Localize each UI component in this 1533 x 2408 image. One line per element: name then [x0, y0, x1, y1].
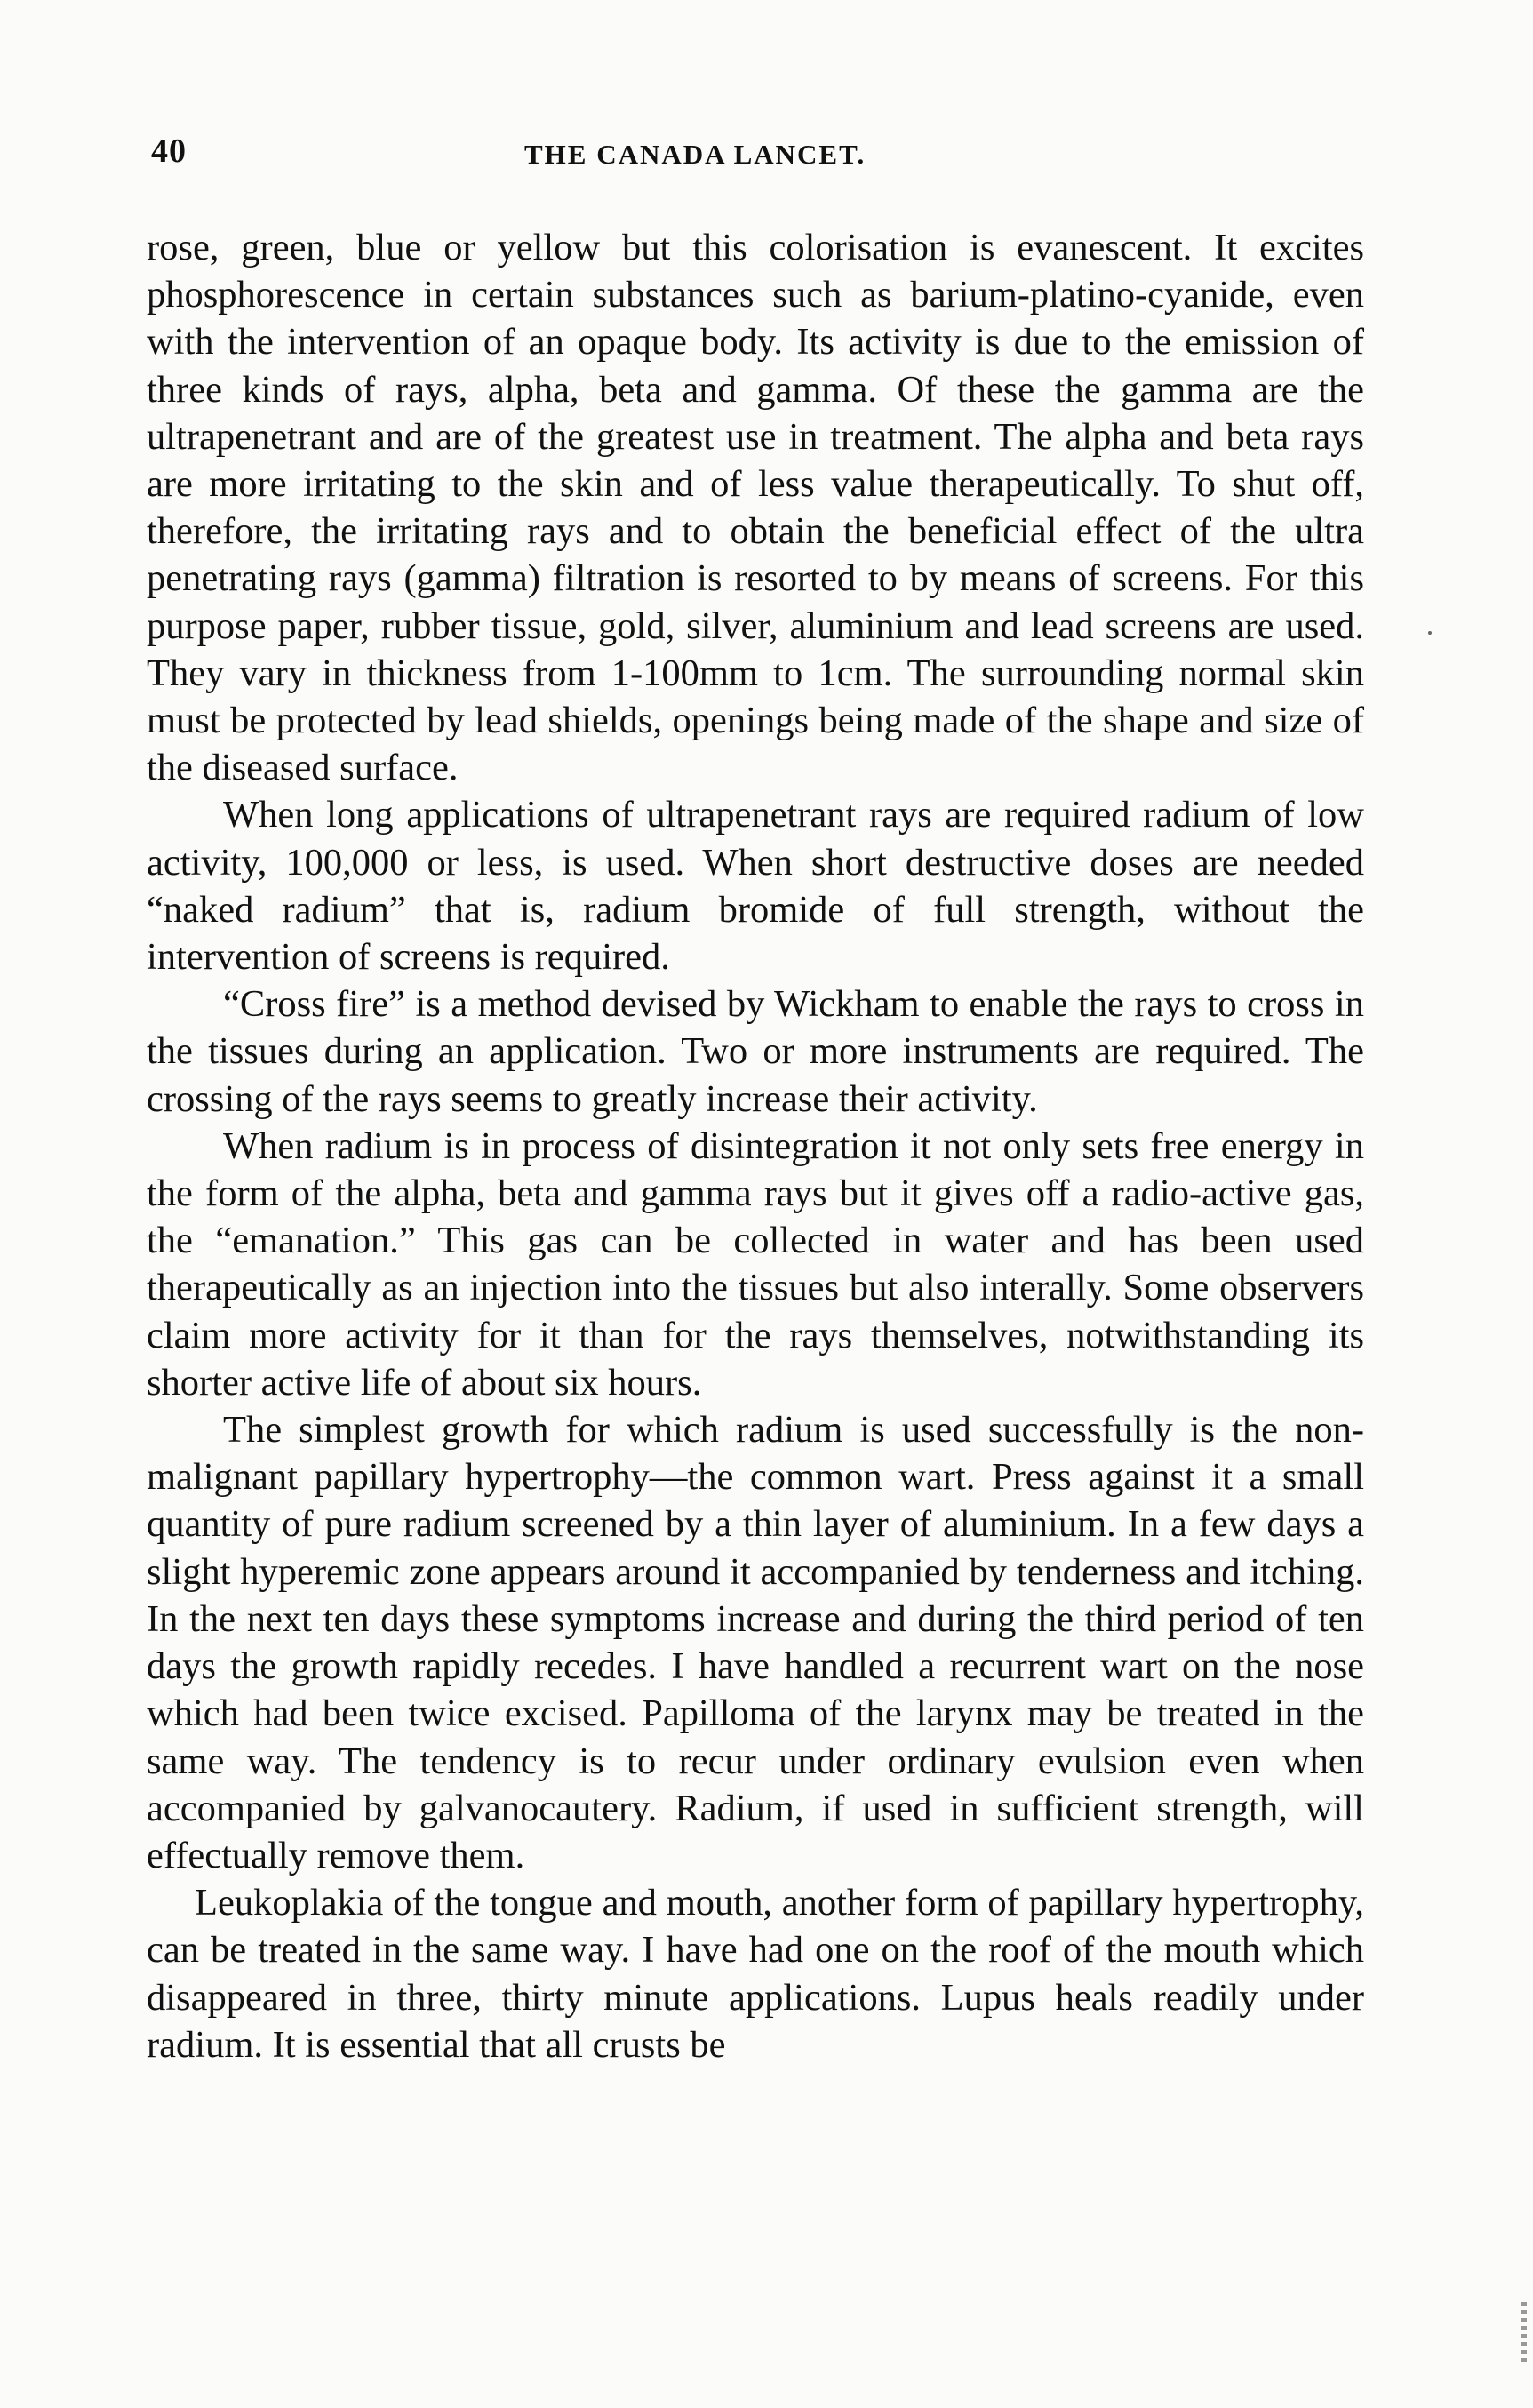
paragraph-1: rose, green, blue or yellow but this colorisation is evanescent. It excites phosphorescence in certain substances such as barium-platino-cyanide, even with the intervention of an opaque body. Its activity is due to the emission of three kinds of rays, alpha, beta and gamma. Of these the gamma are the ultrapenetrant and are of the greatest use in treatment. The alpha and beta rays are more irritating to the skin and of less value therapeutically. To shut off, therefore, the irritating rays and to obtain the beneficial effect of the ultra penetrating rays (gamma) filtration is resorted to by means of screens. For this purpose paper, rubber tissue, gold, silver, aluminium and lead screens are used. They vary in thickness from 1-100mm to 1cm. The surrounding normal skin must be protected by lead shields, openings being made of the shape and size of the diseased surface. — [147, 227, 1364, 789]
paragraph-4: When radium is in process of disintegration it not only sets free energy in the form of the alpha, beta and gamma rays but it gives off a radio-active gas, the “emanation.” This gas can be collected in water and has been used therapeutically as an injection into the tissues but also interally. Some observers claim more activity for it than for the rays themselves, notwithstanding its shorter active life of about six hours. — [147, 1124, 1364, 1404]
paragraph-2: When long applications of ultrapenetrant rays are required radium of low activity, 100,000 or less, is used. When short destructive doses are needed “naked radium” that is, radium bromide of full strength, without the intervention of screens is required. — [147, 794, 1364, 979]
paragraph-3: “Cross fire” is a method devised by Wickham to enable the rays to cross in the tissues during an application. Two or more instruments are required. The crossing of the rays seems to greatly increase their activity. — [147, 983, 1364, 1120]
body-text — [147, 224, 1364, 2068]
scan-edge-mark — [1521, 2302, 1527, 2364]
scan-speck — [1428, 631, 1432, 635]
paragraph-5: The simplest growth for which radium is used successfully is the non-malignant papillary hypertrophy—the common wart. Press against it a small quantity of pure radium screened by a thin layer of aluminium. In a few days a slight hyperemic zone appears around it accompanied by tenderness and itching. In the next ten days these symptoms increase and during the third period of ten days the growth rapidly recedes. I have handled a recurrent wart on the nose which had been twice excised. Papilloma of the larynx may be treated in the same way. The tendency is to recur under ordinary evulsion even when accompanied by galvanocautery. Radium, if used in sufficient strength, will effectually remove them. — [147, 1409, 1364, 1876]
paragraph-6: Leukoplakia of the tongue and mouth, another form of papillary hypertrophy, can be treated in the same way. I have had one on the roof of the mouth which disappeared in three, thirty minute applications. Lupus heals readily under radium. It is essential that all crusts be — [147, 1882, 1364, 2066]
running-title: THE CANADA LANCET. — [524, 139, 866, 170]
page-number: 40 — [151, 132, 187, 170]
